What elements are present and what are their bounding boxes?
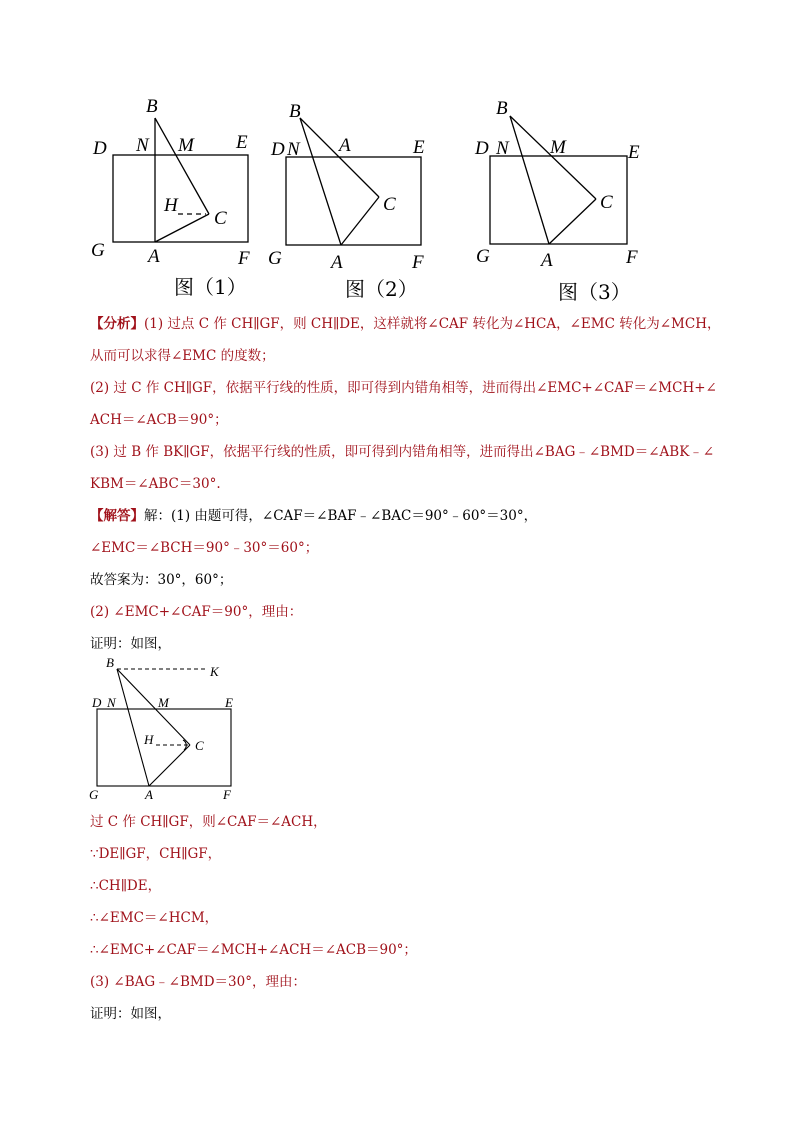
fig2-label-A: A — [331, 252, 343, 273]
fig1-label-H: H — [164, 195, 178, 216]
fig1-label-B: B — [146, 96, 158, 117]
solution-line-5: 证明：如图， — [90, 636, 171, 652]
solution-line-7: ∵DE∥GF，CH∥GF， — [90, 846, 222, 862]
fig3-label-A: A — [541, 250, 553, 271]
fig3-label-F: F — [626, 247, 638, 268]
fig3-label-E: E — [628, 142, 640, 163]
solution-line-2: ∠EMC＝∠BCH＝90°﹣30°＝60°； — [90, 540, 319, 556]
solution-line-4: (2) ∠EMC+∠CAF＝90°，理由： — [90, 604, 303, 620]
fig4-label-E: E — [225, 695, 233, 710]
analysis-line-1 — [90, 315, 750, 333]
fig1-label-C: C — [214, 208, 227, 229]
fig1-caption: 图（1） — [174, 275, 247, 299]
analysis-tag: 【分析】 — [90, 316, 144, 332]
solution-line-1 — [90, 507, 750, 525]
fig1-label-G: G — [91, 240, 105, 261]
solution-line-6 — [90, 813, 750, 831]
fig3-label-C: C — [600, 192, 613, 213]
fig1-label-F: F — [238, 248, 250, 269]
fig4-label-C: C — [195, 738, 204, 753]
fig4-label-G: G — [89, 787, 99, 802]
solution-line-9: ∴∠EMC＝∠HCM， — [90, 910, 219, 926]
solution-line-11: (3) ∠BAG﹣∠BMD＝30°，理由： — [90, 974, 306, 990]
fig3-label-G: G — [476, 246, 490, 267]
analysis-line-6: KBM＝∠ABC＝30°. — [90, 476, 221, 492]
fig3-caption: 图（3） — [558, 280, 631, 304]
solution-line-10: ∴∠EMC+∠CAF＝∠MCH+∠ACH＝∠ACB＝90°； — [90, 942, 417, 958]
fig4-label-H: H — [144, 732, 154, 747]
solution-line-12: 证明：如图， — [90, 1006, 171, 1022]
fig4-label-B: B — [106, 655, 114, 670]
solution-line-8: ∴CH∥DE， — [90, 878, 162, 894]
fig1-label-A: A — [148, 246, 160, 267]
top-figures — [0, 0, 794, 310]
fig3-label-N: N — [496, 138, 509, 159]
proof-figure — [80, 652, 320, 802]
fig2-caption: 图（2） — [345, 277, 418, 301]
fig1-label-E: E — [236, 132, 248, 153]
fig4-label-F: F — [223, 787, 231, 802]
fig4-label-D: D — [92, 695, 102, 710]
solution-text-1: 解：(1) 由题可得，∠CAF＝∠BAF﹣∠BAC＝90°﹣60°＝30°， — [144, 508, 538, 524]
fig4-label-M: M — [158, 695, 169, 710]
fig4-label-A: A — [145, 787, 153, 802]
fig2-label-E: E — [413, 137, 425, 158]
fig4-label-K: K — [210, 664, 219, 679]
fig3-label-D: D — [475, 138, 489, 159]
fig1-label-M: M — [178, 135, 194, 156]
fig2-label-G: G — [268, 248, 282, 269]
analysis-line-5: (3) 过 B 作 BK∥GF，依据平行线的性质，即可得到内错角相等，进而得出∠BAG﹣∠BMD＝∠ABK﹣∠ — [90, 444, 715, 460]
figure-2 — [286, 118, 421, 245]
fig2-label-C: C — [383, 194, 396, 215]
fig1-label-D: D — [93, 138, 107, 159]
solution-line-3: 故答案为：30°，60°； — [90, 572, 233, 588]
fig3-label-M: M — [550, 137, 566, 158]
fig2-label-N: N — [287, 139, 300, 160]
fig2-label-D: D — [271, 139, 285, 160]
analysis-line-2: 从而可以求得∠EMC 的度数； — [90, 348, 275, 364]
fig2-label-A-top: A — [339, 135, 351, 156]
fig1-label-N: N — [136, 135, 149, 156]
solution-text-6: 过 C 作 CH∥GF，则∠CAF＝∠ACH， — [90, 814, 327, 830]
fig3-label-B: B — [496, 98, 508, 119]
analysis-line-3: (2) 过 C 作 CH∥GF，依据平行线的性质，即可得到内错角相等，进而得出∠EMC+∠CAF＝∠MCH+∠ — [90, 380, 717, 396]
analysis-text-1: (1) 过点 C 作 CH∥GF，则 CH∥DE，这样就将∠CAF 转化为∠HCA，∠EMC 转化为∠MCH， — [144, 316, 721, 332]
fig2-label-B: B — [289, 101, 301, 122]
fig2-label-F: F — [412, 252, 424, 273]
solution-tag: 【解答】 — [90, 508, 144, 524]
fig4-label-N: N — [107, 695, 116, 710]
analysis-line-4: ACH＝∠ACB＝90°； — [90, 412, 228, 428]
figure-3 — [490, 116, 627, 244]
